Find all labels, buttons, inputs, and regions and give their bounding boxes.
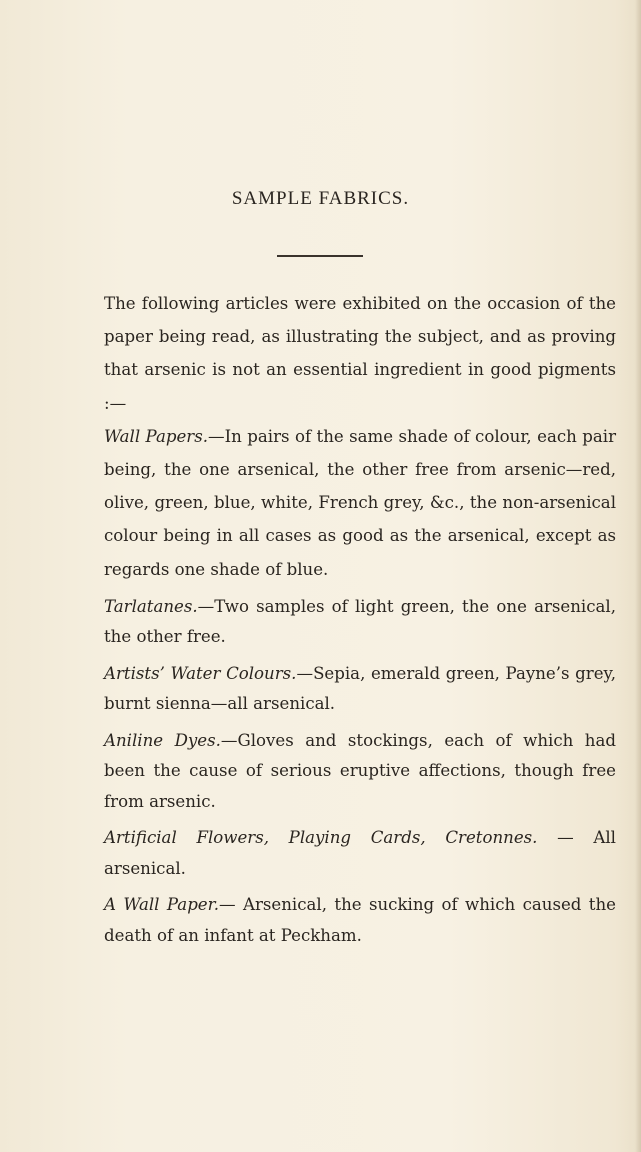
entry-heading: Artists’ Water Colours.: [104, 663, 297, 683]
entry-heading: Tarlatanes.: [104, 596, 198, 616]
page-edge-shadow: [635, 0, 641, 1152]
body-text: [104, 287, 616, 951]
entry-artists-water-colours: [104, 659, 616, 720]
entry-text: —Two samples of light green, the one arsenical, the other free.: [104, 596, 616, 647]
entry-artificial-flowers: [104, 823, 616, 884]
title-rule: [277, 255, 363, 257]
entry-aniline-dyes: [104, 726, 616, 818]
entry-wall-papers: [104, 420, 616, 586]
entry-text: — All arsenical.: [104, 828, 616, 878]
page-title: SAMPLE FABRICS.: [231, 188, 410, 209]
entry-text: — Arsenical, the sucking of which caused the death of an infant at Peckham.: [104, 895, 616, 945]
entry-text: —In pairs of the same shade of colour, each pair being, the one arsenical, the other free from arsenic—red, olive, green, blue, white, French grey, &c., the non-arsenical colour being in all cases as good as the arsenical, except as regards one shade of blue.: [104, 426, 617, 579]
entry-heading: A Wall Paper.: [104, 895, 220, 915]
entry-heading: Wall Papers.: [104, 426, 209, 446]
entry-text: —Sepia, emerald green, Payne’s grey, burnt sienna—all arsenical.: [104, 663, 616, 714]
entry-tarlatanes: [104, 592, 616, 653]
entry-heading: Aniline Dyes.: [104, 730, 221, 750]
entry-heading: Artificial Flowers, Playing Cards, Cretonnes.: [104, 828, 538, 848]
entry-text: —Gloves and stockings, each of which had been the cause of serious eruptive affections, though free from arsenic.: [104, 730, 616, 811]
intro-paragraph: The following articles were exhibited on the occasion of the paper being read, as illustrating the subject, and as proving that arsenic is not an essential ingredient in good pigments :—: [104, 294, 616, 413]
entry-a-wall-paper: [104, 890, 616, 951]
